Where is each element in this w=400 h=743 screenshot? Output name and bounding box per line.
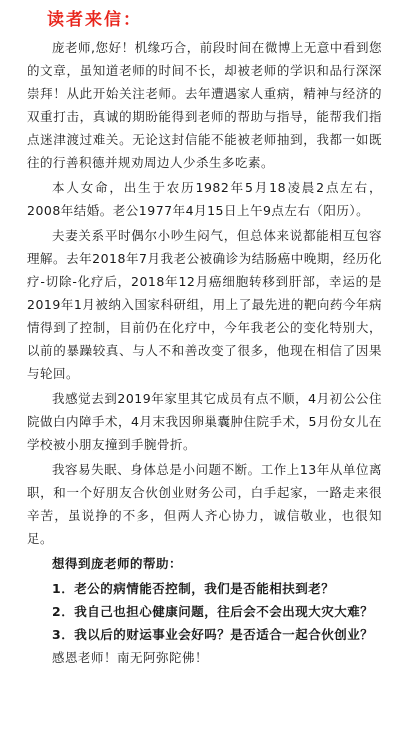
help-title: 想得到庞老师的帮助： <box>52 556 183 571</box>
paragraph-work-health: 我容易失眠、身体总是小问题不断。工作上13年从单位离职，和一个好朋友合伙创业财务公司，白手起家，一路走来很辛苦，虽说挣的不多，但两人齐心协力，诚信敬业，也很知足。 <box>27 462 382 546</box>
paragraph-husband-illness: 夫妻关系平时偶尔小吵生闷气，但总体来说都能相互包容理解。去年2018年7月我老公被确诊为结肠癌中晚期，经历化疗-切除-化疗后，2018年12月癌细胞转移到肝部，幸运的是2019年1月被纳入国家科研组，用上了最先进的靶向药今年病情得到了控制，目前仍在化疗中，今年我老公的变化特别大，以前的暴躁较真、与人不和善改变了很多，他现在相信了因果与轮回。 <box>27 228 382 381</box>
paragraph-family-events: 我感觉去到2019年家里其它成员有点不顺，4月初公公住院做白内障手术，4月末我因卵巢囊肿住院手术，5月份女儿在学校被小朋友撞到手腕骨折。 <box>27 391 382 452</box>
question-2: 2．我自己也担心健康问题，往后会不会出现大灾大难？ <box>52 604 374 619</box>
letter-body <box>27 36 382 671</box>
paragraph-greeting: 庞老师,您好！机缘巧合，前段时间在微博上无意中看到您的文章，虽知道老师的时间不长，却被老师的学识和品行深深崇拜！从此开始关注老师。去年遭遇家人重病，精神与经济的双重打击，真诚的期盼能得到老师的帮助与指导，能帮我们指点迷津渡过难关。无论这封信能不能被老师抽到，我都一如既往的行善积德并规劝周边人少杀生多吃素。 <box>27 40 382 170</box>
question-3: 3．我以后的财运事业会好吗？是否适合一起合伙创业？ <box>52 627 374 642</box>
closing-line: 感恩老师！南无阿弥陀佛！ <box>52 650 209 665</box>
question-1: 1．老公的病情能否控制，我们是否能相扶到老？ <box>52 581 335 596</box>
letter-heading: 读者来信： <box>47 10 142 30</box>
paragraph-birth-info: 本人女命，出生于农历1982年5月18凌晨2点左右，2008年结婚。老公1977年4月15日上午9点左右（阳历）。 <box>27 180 382 218</box>
